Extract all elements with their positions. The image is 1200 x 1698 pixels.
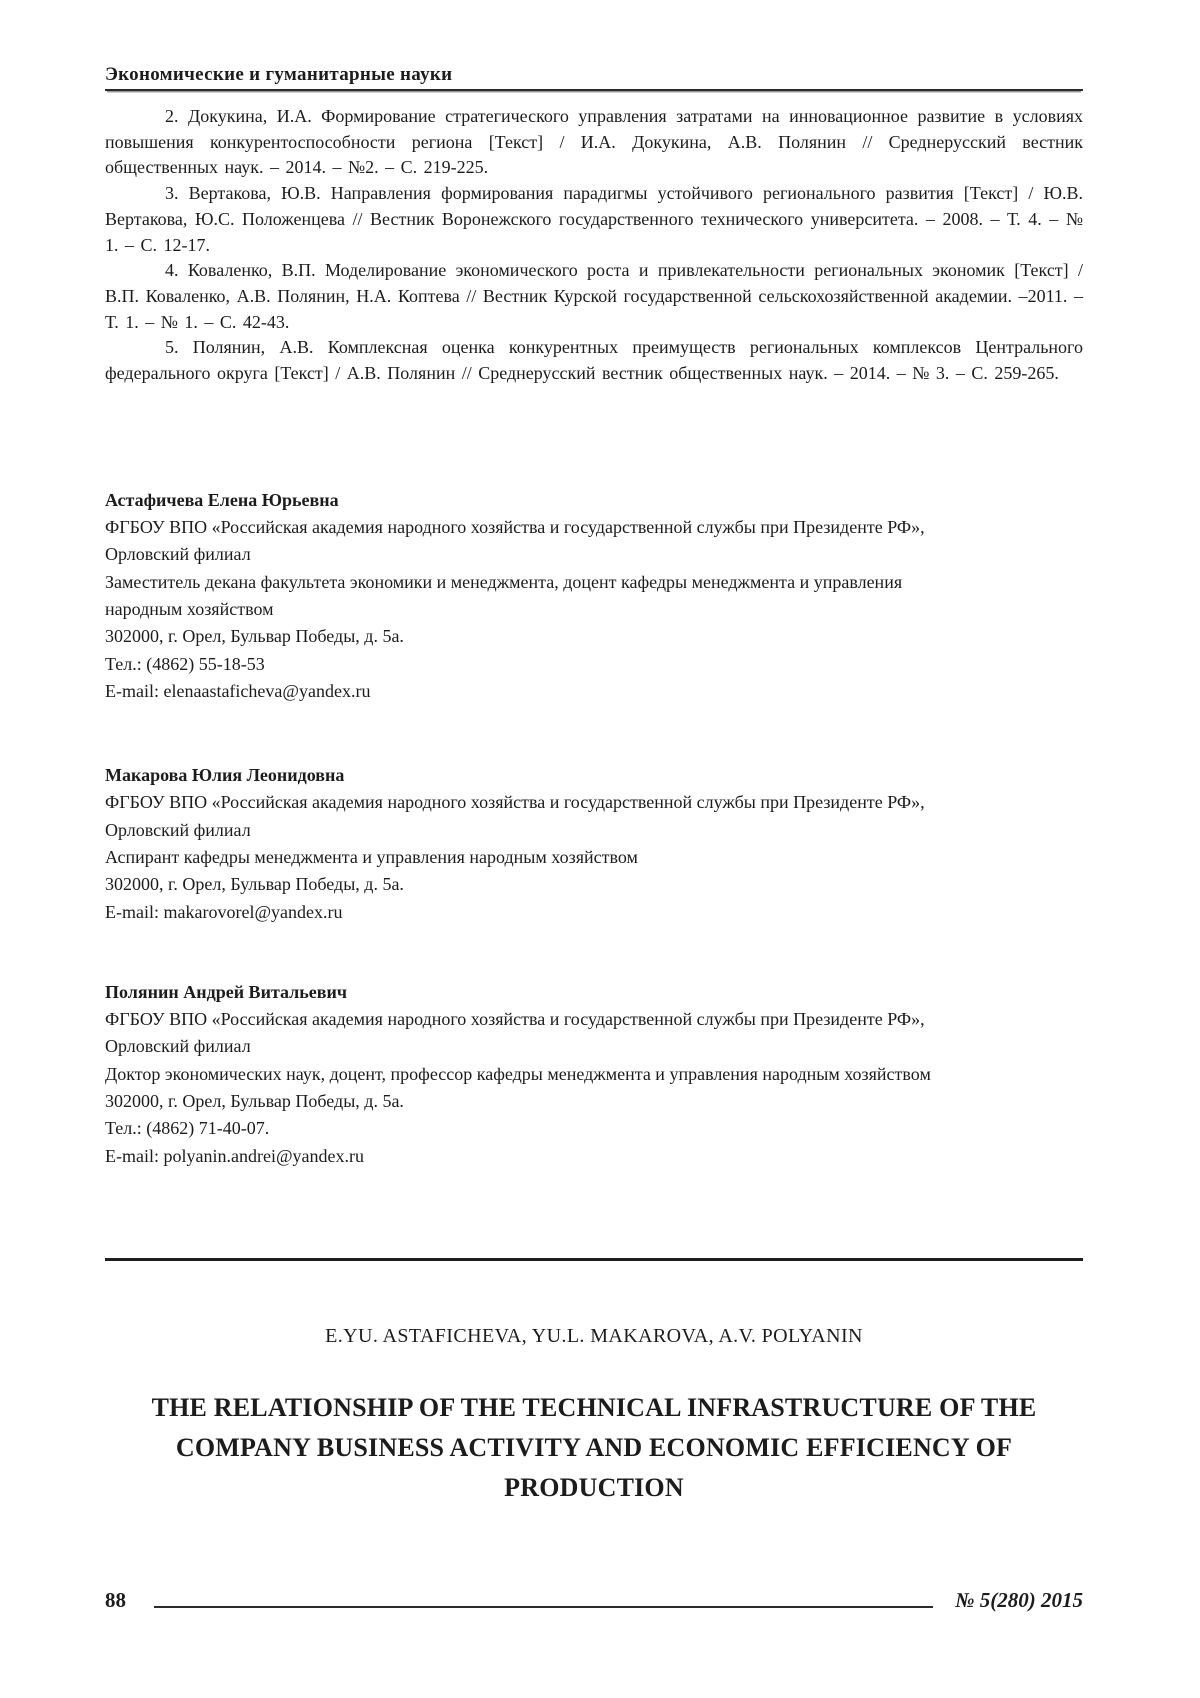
reference-item: 5. Полянин, А.В. Комплексная оценка конкурентных преимуществ региональных комплексов Центрального федерального округа [Текст] / А.В. Полянин // Среднерусский вестник общественных наук. – 2014. – № 3. – С. 259-265. xyxy=(105,337,1083,384)
author-email: E-mail: makarovorel@yandex.ru xyxy=(105,901,343,922)
author-name: Астафичева Елена Юрьевна xyxy=(105,489,339,510)
footer-rule xyxy=(154,1606,933,1608)
author-position: Аспирант кафедры менеджмента и управления народным хозяйством xyxy=(105,847,638,867)
author-affiliation: ФГБОУ ВПО «Российская академия народного хозяйства и государственной службы при Президенте РФ», xyxy=(105,517,925,538)
author-email: E-mail: polyanin.andrei@yandex.ru xyxy=(105,1145,364,1166)
author-phone: Тел.: (4862) 71-40-07. xyxy=(105,1118,270,1139)
reference-item: 2. Докукина, И.А. Формирование стратегического управления затратами на инновационное развитие в условиях повышения конкурентоспособности региона [Текст] / И.А. Докукина, А.В. Полянин // Среднерусский вестник общественных наук. – 2014. – №2. – С. 219-225. xyxy=(105,106,1083,178)
author-affiliation: ФГБОУ ВПО «Российская академия народного хозяйства и государственной службы при Президенте РФ», xyxy=(105,1009,925,1030)
journal-page xyxy=(105,0,1083,1698)
issue-label: № 5(280) 2015 xyxy=(955,1588,1083,1612)
author-name: Полянин Андрей Витальевич xyxy=(105,981,348,1002)
author-affiliation: ФГБОУ ВПО «Российская академия народного хозяйства и государственной службы при Президенте РФ», xyxy=(105,792,925,813)
reference-item: 4. Коваленко, В.П. Моделирование экономического роста и привлекательности региональных экономик [Текст] / В.П. Коваленко, А.В. Полянин, Н.А. Коптева // Вестник Курской государственной сельскохозяйственной академии. –2011. – Т. 1. – № 1. – С. 42-43. xyxy=(105,260,1083,332)
author-phone: Тел.: (4862) 55-18-53 xyxy=(105,653,265,674)
section-divider-rule xyxy=(105,1258,1083,1261)
article-title-english: THE RELATIONSHIP OF THE TECHNICAL INFRASTRUCTURE OF THE COMPANY BUSINESS ACTIVITY AND ECONOMIC EFFICIENCY OF PRODUCTION xyxy=(151,1392,1037,1502)
running-head xyxy=(105,0,1083,91)
author-name: Макарова Юлия Леонидовна xyxy=(105,765,345,786)
author-block xyxy=(105,979,1083,1170)
author-address: 302000, г. Орел, Бульвар Победы, д. 5а. xyxy=(105,874,404,895)
references-list xyxy=(105,104,1083,387)
author-affiliation-branch: Орловский филиал xyxy=(105,1036,251,1057)
author-position: Заместитель декана факультета экономики и менеджмента, доцент кафедры менеджмента и управления xyxy=(105,571,903,592)
author-position: Доктор экономических наук, доцент, профессор кафедры менеджмента и управления народным хозяйством xyxy=(105,1063,931,1084)
author-affiliation-branch: Орловский филиал xyxy=(105,819,251,840)
english-authors-line: E.YU. ASTAFICHEVA, YU.L. MAKAROVA, A.V. POLYANIN xyxy=(325,1324,863,1347)
author-address: 302000, г. Орел, Бульвар Победы, д. 5а. xyxy=(105,626,404,647)
author-affiliation-branch: Орловский филиал xyxy=(105,544,251,565)
page-number: 88 xyxy=(105,1588,126,1612)
section-heading: Экономические и гуманитарные науки xyxy=(105,64,1083,91)
author-address: 302000, г. Орел, Бульвар Победы, д. 5а. xyxy=(105,1091,404,1112)
author-email: E-mail: elenaastaficheva@yandex.ru xyxy=(105,680,371,701)
page-footer xyxy=(105,1588,1083,1613)
author-position-continued: народным хозяйством xyxy=(105,598,274,619)
author-block xyxy=(105,487,1083,705)
author-block xyxy=(105,762,1083,926)
reference-item: 3. Вертакова, Ю.В. Направления формирования парадигмы устойчивого регионального развития [Текст] / Ю.В. Вертакова, Ю.С. Положенцева // Вестник Воронежского государственного технического университета. – 2008. – Т. 4. – № 1. – С. 12-17. xyxy=(105,183,1083,255)
